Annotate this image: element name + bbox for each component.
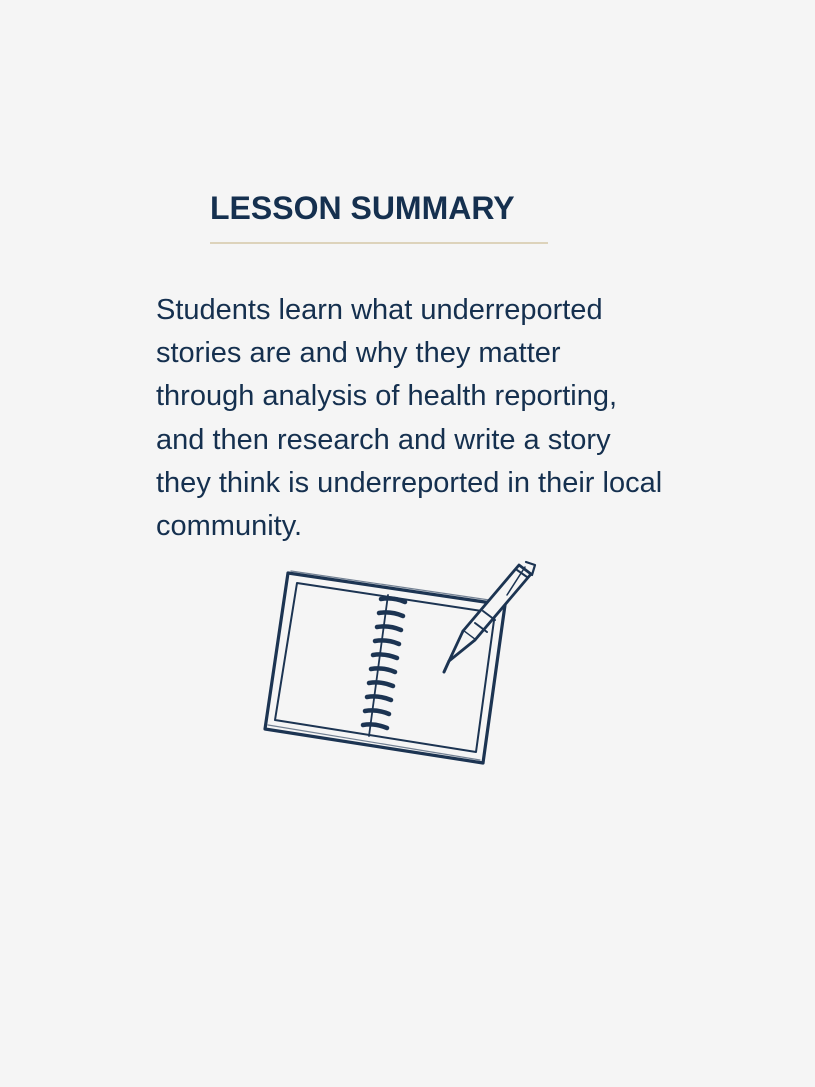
- notebook-and-pen-icon: [255, 555, 545, 770]
- heading-divider: [210, 242, 548, 244]
- lesson-summary-heading: LESSON SUMMARY: [210, 190, 515, 226]
- lesson-summary-text: Students learn what underreported stories are and why they matter through analysis of health reporting, and then research and write a story they think is underreported in their local community.: [156, 294, 663, 543]
